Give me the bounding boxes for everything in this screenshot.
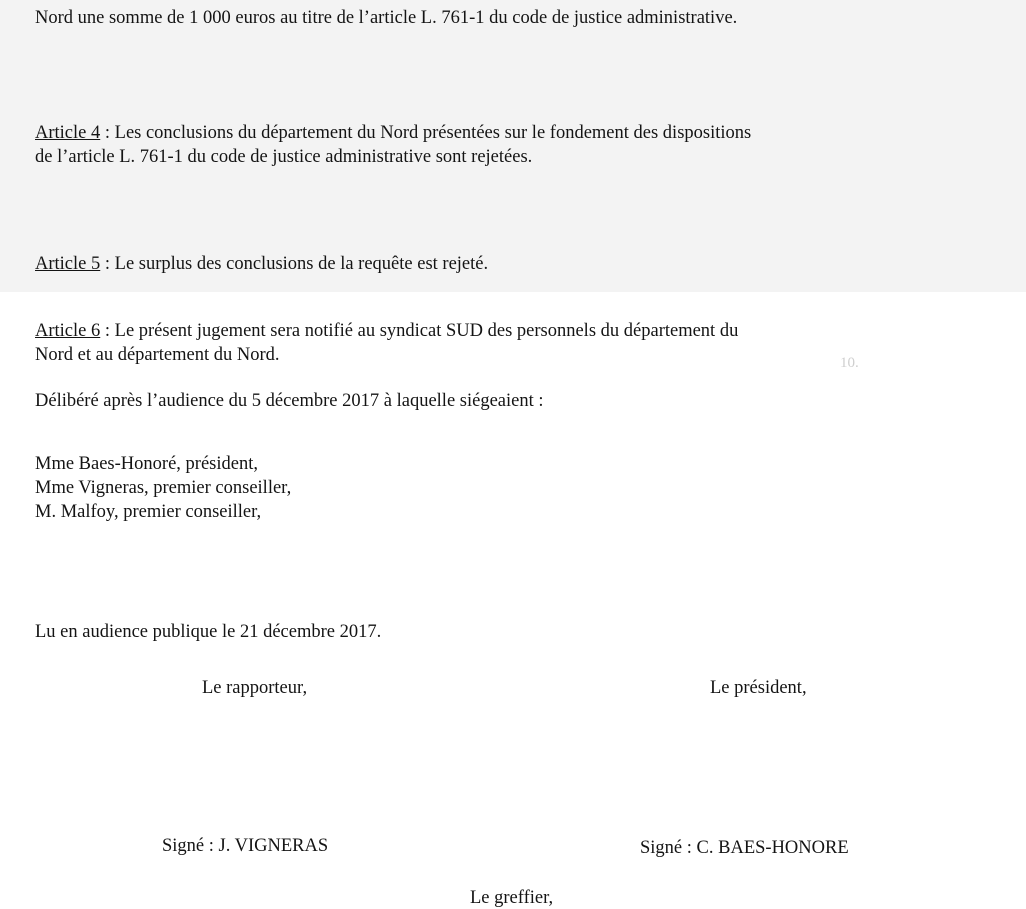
greffier-title: Le greffier, — [470, 888, 554, 908]
article6-text1: : Le présent jugement sera notifié au syndicat SUD des personnels du département du — [100, 321, 739, 341]
judge-2: Mme Vigneras, premier conseiller, — [35, 478, 292, 498]
reading-line: Lu en audience publique le 21 décembre 2017. — [35, 622, 382, 642]
article4-line1 — [35, 121, 751, 145]
article4-line2: de l’article L. 761-1 du code de justice administrative sont rejetées. — [35, 147, 533, 167]
article4-label: Article 4 — [35, 123, 101, 143]
president-signature: Signé : C. BAES-HONORE — [640, 838, 849, 858]
rapporteur-signature: Signé : J. VIGNERAS — [162, 836, 329, 856]
deliberation-line: Délibéré après l’audience du 5 décembre 2017 à laquelle siégeaient : — [35, 391, 544, 411]
rapporteur-title: Le rapporteur, — [202, 678, 308, 698]
president-title: Le président, — [710, 678, 807, 698]
article4-text1: : Les conclusions du département du Nord présentées sur le fondement des dispositions — [100, 123, 752, 143]
article5-label: Article 5 — [35, 254, 101, 274]
article6-line1 — [35, 319, 738, 343]
judge-1: Mme Baes-Honoré, président, — [35, 454, 258, 474]
article5 — [35, 252, 488, 276]
article3-end: Nord une somme de 1 000 euros au titre de l’article L. 761-1 du code de justice administrative. — [35, 8, 738, 28]
judge-3: M. Malfoy, premier conseiller, — [35, 502, 262, 522]
article6-line2: Nord et au département du Nord. — [35, 345, 280, 365]
article6-label: Article 6 — [35, 321, 101, 341]
article5-text: : Le surplus des conclusions de la requête est rejeté. — [100, 254, 489, 274]
